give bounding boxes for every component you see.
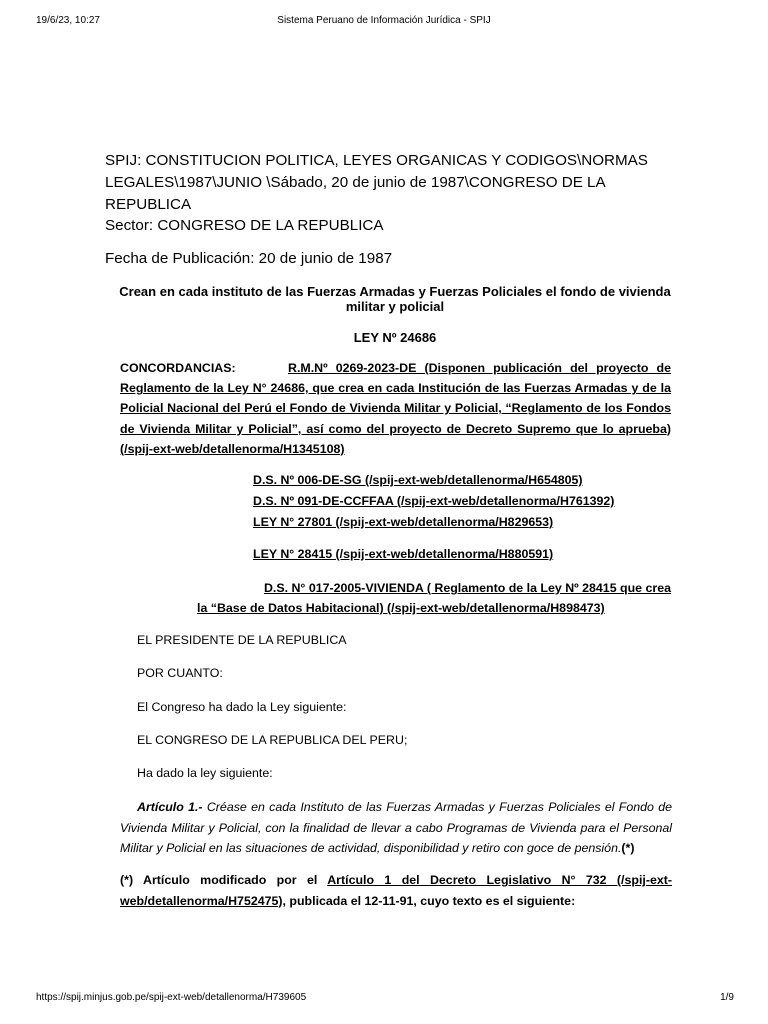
- presidente-line: EL PRESIDENTE DE LA REPUBLICA: [137, 633, 347, 647]
- concordancia-ds-017-line2[interactable]: la “Base de Datos Habitacional) (/spij-ext-web/detallenorma/H898473): [197, 601, 605, 615]
- articulo-1-text: Créase en cada Instituto de las Fuerzas Armadas y Fuerzas Policiales el Fondo de Vivienda Militar y Policial, con la finalidad de llevar a cabo Programas de Vivienda para el Personal Militar y Policial en las situaciones de actividad, disponibilidad y retiro con goce de pensión.: [120, 800, 672, 855]
- print-title: Sistema Peruano de Información Jurídica - SPIJ: [277, 15, 491, 26]
- law-number: LEY Nº 24686: [353, 330, 437, 345]
- concordancias-block: [120, 358, 671, 459]
- ha-dado-line: Ha dado la ley siguiente:: [137, 766, 273, 780]
- concordancia-link-ds-017[interactable]: [197, 578, 671, 618]
- modification-note: [120, 870, 672, 911]
- articulo-1-mark: (*): [621, 841, 635, 855]
- print-url: https://spij.minjus.gob.pe/spij-ext-web/detallenorma/H739605: [36, 992, 307, 1003]
- sector-line: Sector: CONGRESO DE LA REPUBLICA: [105, 217, 384, 234]
- publication-date: Fecha de Publicación: 20 de junio de 1987: [105, 250, 393, 267]
- breadcrumb: SPIJ: CONSTITUCION POLITICA, LEYES ORGANICAS Y CODIGOS\NORMAS LEGALES\1987\JUNIO \Sábado, 20 de junio de 1987\CONGRESO DE LA REPUBLICA: [105, 152, 648, 213]
- articulo-1: [120, 797, 672, 859]
- concordancia-ds-017-line1[interactable]: D.S. N° 017-2005-VIVIENDA ( Reglamento de la Ley Nº 28415 que crea: [263, 581, 671, 595]
- page-number: 1/9: [720, 992, 734, 1003]
- por-cuanto-line: POR CUANTO:: [137, 666, 223, 680]
- concordancia-link-ley-28415[interactable]: LEY N° 28415 (/spij-ext-web/detallenorma/H880591): [253, 547, 554, 561]
- modification-suffix: , publicada el 12-11-91, cuyo texto es el siguiente:: [282, 893, 576, 908]
- congreso-peru-line: EL CONGRESO DE LA REPUBLICA DEL PERU;: [137, 733, 408, 747]
- congreso-dado-line: El Congreso ha dado la Ley siguiente:: [137, 700, 347, 714]
- law-title: Crean en cada instituto de las Fuerzas Armadas y Fuerzas Policiales el fondo de vivienda militar y policial: [119, 284, 671, 314]
- concordancias-label: CONCORDANCIAS:: [120, 361, 236, 375]
- concordancia-link-ds-006[interactable]: D.S. Nº 006-DE-SG (/spij-ext-web/detallenorma/H654805): [253, 473, 583, 487]
- concordancia-link-ley-27801[interactable]: LEY N° 27801 (/spij-ext-web/detallenorma/H829653): [253, 515, 554, 529]
- concordancia-link-ds-091[interactable]: D.S. Nº 091-DE-CCFFAA (/spij-ext-web/detallenorma/H761392): [253, 494, 615, 508]
- modification-prefix: (*) Artículo modificado por el: [120, 873, 328, 887]
- modification-link[interactable]: Artículo 1 del Decreto Legislativo N° 732 (/spij-ext-web/detallenorma/H752475): [120, 873, 672, 908]
- print-datetime: 19/6/23, 10:27: [36, 15, 100, 26]
- articulo-1-label: Artículo 1.-: [137, 800, 203, 814]
- concordancia-link-rm-0269[interactable]: R.M.Nº 0269-2023-DE (Disponen publicación del proyecto de Reglamento de la Ley N° 24686, que crea en cada Institución de las Fuerzas Armadas y de la Policial Nacional del Perú el Fondo de Vivienda Militar y Policial, “Reglamento de los Fondos de Vivienda Militar y Policial”, así como del proyecto de Decreto Supremo que lo aprueba) (/spij-ext-web/detallenorma/H1345108): [120, 361, 671, 456]
